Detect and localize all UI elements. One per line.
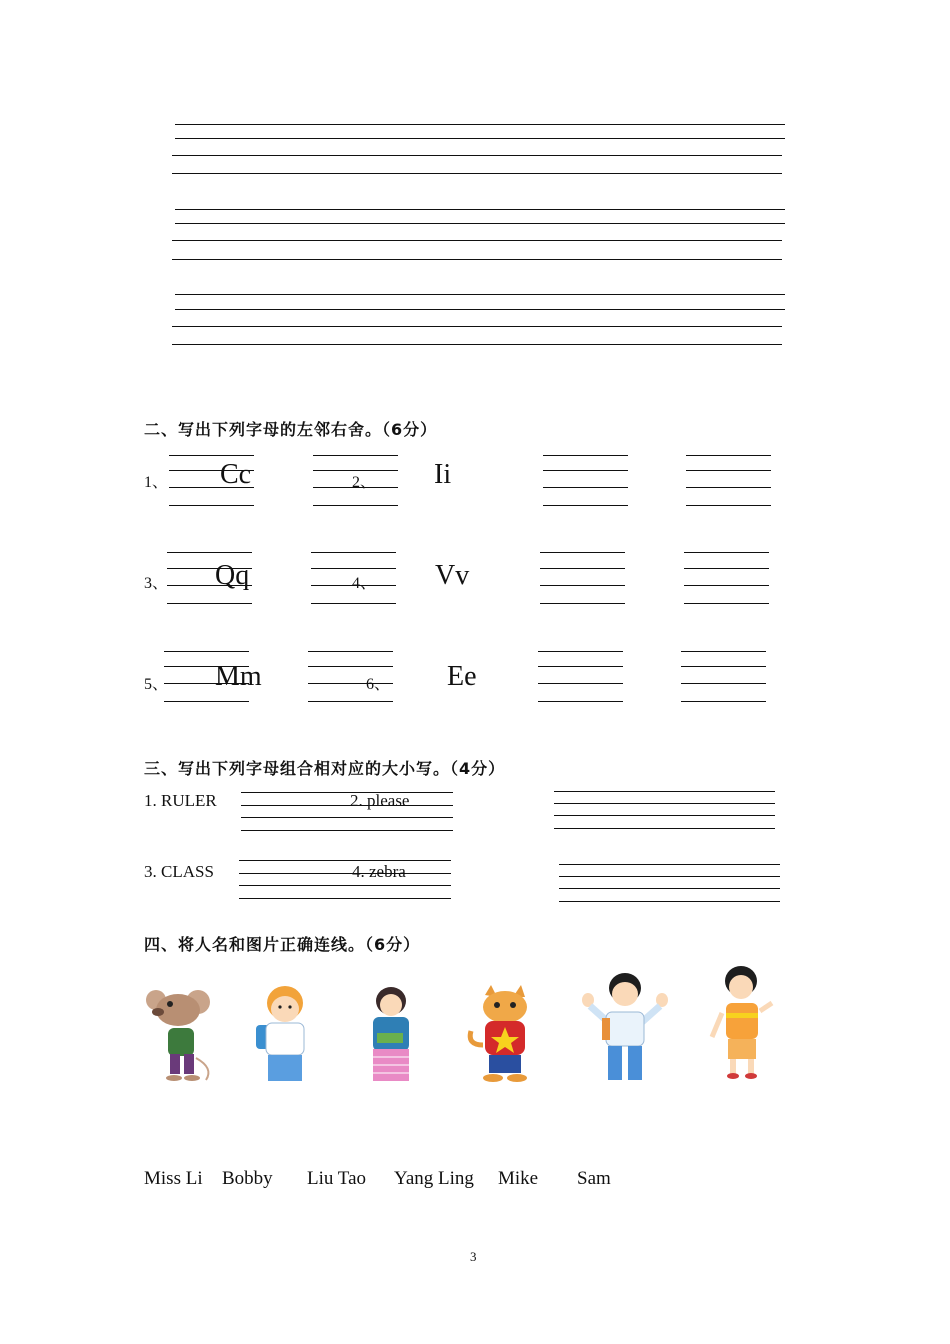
word-item: 4. zebra (352, 862, 406, 881)
section4-heading: 四、将人名和图片正确连线。（6分） (144, 935, 421, 954)
section3-heading: 三、写出下列字母组合相对应的大小写。（4分） (144, 759, 506, 778)
letter-pair: Ee (447, 661, 477, 692)
name-item: Sam (577, 1168, 611, 1189)
item-number: 3、 (144, 575, 169, 592)
letter-pair: Mm (215, 661, 262, 692)
blond-boy-picture (252, 985, 317, 1083)
name-item: Bobby (222, 1168, 273, 1189)
name-item: Yang Ling (394, 1168, 474, 1189)
letter-pair: Vv (435, 560, 470, 591)
item-number: 5、 (144, 676, 169, 693)
letter-pair: Cc (220, 459, 252, 490)
name-item: Mike (498, 1168, 539, 1189)
letter-pair: Qq (215, 560, 250, 591)
cat-character-picture (465, 985, 545, 1083)
waving-boy-picture (580, 970, 670, 1082)
item-number: 6、 (366, 676, 391, 693)
letter-pair: Ii (434, 459, 452, 490)
page-number: 3 (470, 1249, 477, 1264)
teacher-woman-picture (361, 985, 421, 1083)
name-item: Miss Li (144, 1168, 203, 1189)
section2-heading: 二、写出下列字母的左邻右舍。（6分） (144, 420, 438, 439)
word-item: 1. RULER (144, 791, 217, 810)
item-number: 4、 (352, 575, 377, 592)
item-number: 2、 (352, 474, 377, 491)
name-item: Liu Tao (307, 1168, 367, 1189)
word-item: 2. please (350, 791, 410, 810)
word-item: 3. CLASS (144, 862, 214, 881)
item-number: 1、 (144, 474, 169, 491)
girl-character-picture (708, 965, 778, 1080)
mouse-character-picture (146, 988, 216, 1083)
